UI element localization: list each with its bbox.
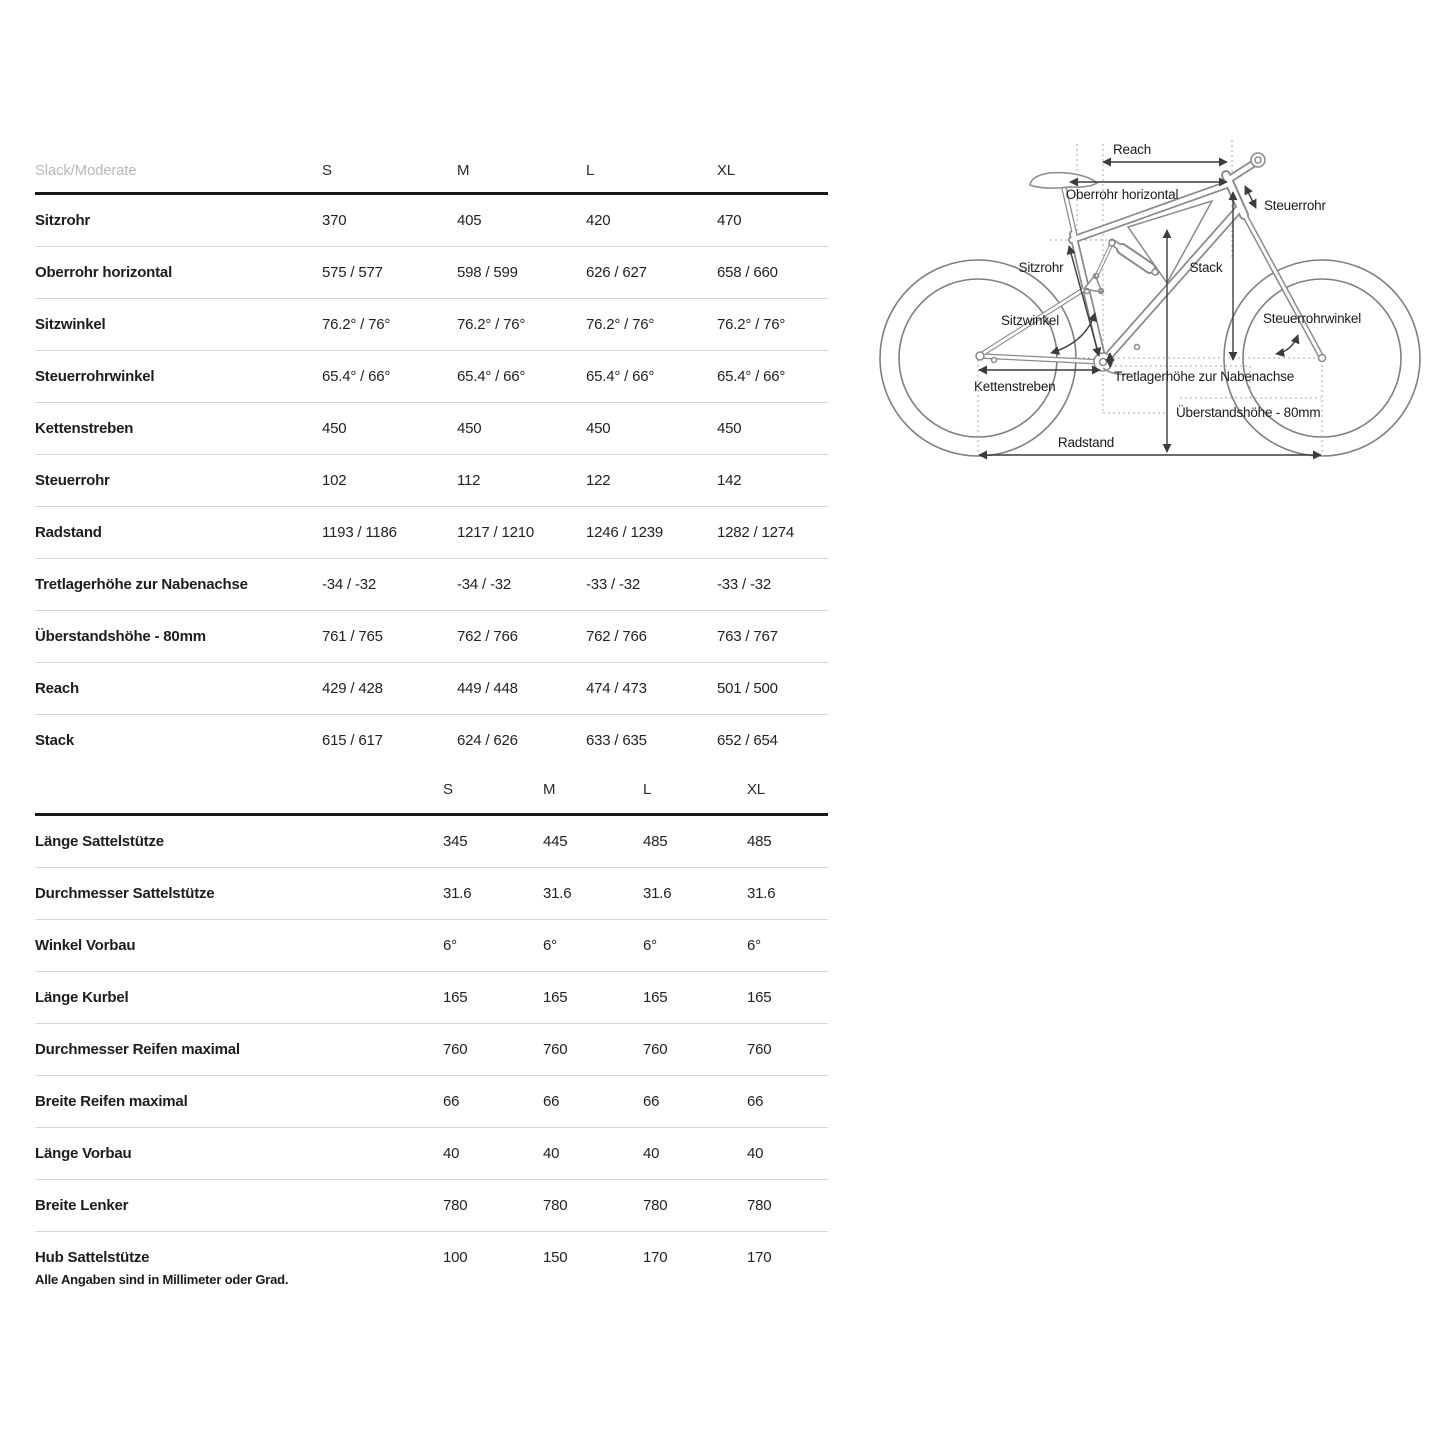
value-m: 762 / 766 xyxy=(457,628,518,645)
value-m: 445 xyxy=(543,833,568,850)
value-s: 370 xyxy=(322,212,347,229)
value-l: 40 xyxy=(643,1145,660,1162)
value-l: 165 xyxy=(643,989,668,1006)
value-s: 450 xyxy=(322,420,347,437)
table-row xyxy=(35,247,828,299)
value-m: 598 / 599 xyxy=(457,264,518,281)
value-s: 575 / 577 xyxy=(322,264,383,281)
value-s: 100 xyxy=(443,1249,468,1266)
value-m: 780 xyxy=(543,1197,568,1214)
value-s: 165 xyxy=(443,989,468,1006)
value-m: 40 xyxy=(543,1145,560,1162)
value-l: 474 / 473 xyxy=(586,680,647,697)
value-xl: 658 / 660 xyxy=(717,264,778,281)
table1-col-l: L xyxy=(586,161,595,179)
bike-geometry-diagram xyxy=(860,130,1440,475)
table-row xyxy=(35,920,828,972)
value-m: 449 / 448 xyxy=(457,680,518,697)
units-footnote: Alle Angaben sind in Millimeter oder Grad. xyxy=(35,1272,289,1287)
table-row xyxy=(35,1128,828,1180)
row-label: Durchmesser Reifen maximal xyxy=(35,1041,240,1058)
row-label: Sitzwinkel xyxy=(35,316,106,333)
row-label: Durchmesser Sattelstütze xyxy=(35,885,215,902)
table1-col-s: S xyxy=(322,161,332,179)
diagram-label-ueberstand: Überstandshöhe - 80mm xyxy=(1176,405,1321,420)
row-label: Oberrohr horizontal xyxy=(35,264,173,281)
handlebar-grip xyxy=(1251,153,1265,167)
value-xl: 142 xyxy=(717,472,742,489)
value-xl: -33 / -32 xyxy=(717,576,772,593)
value-m: 450 xyxy=(457,420,482,437)
table2-col-xl: XL xyxy=(747,781,765,798)
row-label: Reach xyxy=(35,680,80,697)
value-m: 760 xyxy=(543,1041,568,1058)
value-xl: 6° xyxy=(747,937,761,954)
row-label: Steuerrohr xyxy=(35,472,110,489)
diagram-label-reach: Reach xyxy=(1112,142,1152,157)
value-l: 170 xyxy=(643,1249,668,1266)
table-row xyxy=(35,663,828,715)
value-xl: 65.4° / 66° xyxy=(717,368,786,385)
value-l: 760 xyxy=(643,1041,668,1058)
value-s: 31.6 xyxy=(443,885,472,902)
value-s: 345 xyxy=(443,833,468,850)
diagram-label-sitzwinkel: Sitzwinkel xyxy=(1000,313,1060,328)
row-label: Länge Vorbau xyxy=(35,1145,132,1162)
value-xl: 485 xyxy=(747,833,772,850)
table2-col-s: S xyxy=(443,781,453,798)
value-l: 626 / 627 xyxy=(586,264,647,281)
value-s: -34 / -32 xyxy=(322,576,377,593)
table-row xyxy=(35,351,828,403)
table1-title: Slack/Moderate xyxy=(35,161,137,179)
table-row xyxy=(35,611,828,663)
table-row xyxy=(35,507,828,559)
value-s: 66 xyxy=(443,1093,460,1110)
value-l: 420 xyxy=(586,212,611,229)
value-xl: 40 xyxy=(747,1145,764,1162)
value-xl: 652 / 654 xyxy=(717,732,778,749)
diagram-label-steuerrohrwinkel: Steuerrohrwinkel xyxy=(1262,311,1362,326)
value-s: 76.2° / 76° xyxy=(322,316,391,333)
table-row xyxy=(35,195,828,247)
geometry-tables xyxy=(35,148,828,1283)
table1-col-xl: XL xyxy=(717,161,735,179)
table-row xyxy=(35,403,828,455)
value-s: 102 xyxy=(322,472,347,489)
value-m: 624 / 626 xyxy=(457,732,518,749)
value-l: 31.6 xyxy=(643,885,672,902)
row-label: Radstand xyxy=(35,524,102,541)
value-s: 761 / 765 xyxy=(322,628,383,645)
table-row xyxy=(35,299,828,351)
table1-col-m: M xyxy=(457,161,470,179)
table2-header xyxy=(35,766,828,816)
value-xl: 763 / 767 xyxy=(717,628,778,645)
value-l: -33 / -32 xyxy=(586,576,641,593)
saddle xyxy=(1030,173,1097,188)
value-xl: 66 xyxy=(747,1093,764,1110)
value-l: 485 xyxy=(643,833,668,850)
table-row xyxy=(35,1076,828,1128)
value-s: 6° xyxy=(443,937,457,954)
table-row xyxy=(35,559,828,611)
value-l: 633 / 635 xyxy=(586,732,647,749)
value-l: 450 xyxy=(586,420,611,437)
table-row xyxy=(35,455,828,507)
value-l: 762 / 766 xyxy=(586,628,647,645)
value-m: 150 xyxy=(543,1249,568,1266)
value-m: 1217 / 1210 xyxy=(457,524,535,541)
value-m: 405 xyxy=(457,212,482,229)
value-l: 66 xyxy=(643,1093,660,1110)
table-row xyxy=(35,1024,828,1076)
value-s: 760 xyxy=(443,1041,468,1058)
rear-dropout xyxy=(976,352,984,360)
value-xl: 501 / 500 xyxy=(717,680,778,697)
value-s: 65.4° / 66° xyxy=(322,368,391,385)
value-xl: 450 xyxy=(717,420,742,437)
value-xl: 165 xyxy=(747,989,772,1006)
diagram-label-radstand: Radstand xyxy=(1057,435,1115,450)
value-s: 429 / 428 xyxy=(322,680,383,697)
table-row xyxy=(35,715,828,766)
diagram-label-steuerrohr: Steuerrohr xyxy=(1264,198,1326,213)
value-xl: 780 xyxy=(747,1197,772,1214)
row-label: Länge Sattelstütze xyxy=(35,833,164,850)
value-m: 6° xyxy=(543,937,557,954)
row-label: Hub Sattelstütze xyxy=(35,1249,150,1266)
table-row xyxy=(35,868,828,920)
table-row xyxy=(35,972,828,1024)
row-label: Länge Kurbel xyxy=(35,989,129,1006)
row-label: Sitzrohr xyxy=(35,212,91,229)
value-s: 780 xyxy=(443,1197,468,1214)
value-xl: 31.6 xyxy=(747,885,776,902)
row-label: Steuerrohrwinkel xyxy=(35,368,155,385)
diagram-label-sitzrohr: Sitzrohr xyxy=(1018,260,1064,275)
value-m: 66 xyxy=(543,1093,560,1110)
value-xl: 1282 / 1274 xyxy=(717,524,795,541)
value-l: 6° xyxy=(643,937,657,954)
value-l: 122 xyxy=(586,472,611,489)
value-l: 780 xyxy=(643,1197,668,1214)
value-m: 112 xyxy=(457,472,481,489)
value-s: 40 xyxy=(443,1145,460,1162)
steuerrohrwinkel-arc xyxy=(1276,335,1298,354)
table2-col-m: M xyxy=(543,781,556,798)
value-m: -34 / -32 xyxy=(457,576,512,593)
row-label: Kettenstreben xyxy=(35,420,134,437)
row-label: Überstandshöhe - 80mm xyxy=(35,628,206,645)
value-xl: 760 xyxy=(747,1041,772,1058)
diagram-label-stack: Stack xyxy=(1189,260,1223,275)
value-s: 615 / 617 xyxy=(322,732,383,749)
value-l: 1246 / 1239 xyxy=(586,524,664,541)
value-xl: 170 xyxy=(747,1249,772,1266)
value-s: 1193 / 1186 xyxy=(322,524,397,541)
row-label: Winkel Vorbau xyxy=(35,937,136,954)
table2-col-l: L xyxy=(643,781,652,798)
steuerrohr-arrow xyxy=(1245,186,1256,208)
table1-header xyxy=(35,148,828,195)
row-label: Tretlagerhöhe zur Nabenachse xyxy=(35,576,248,593)
shock-pivot xyxy=(1109,240,1115,246)
value-m: 165 xyxy=(543,989,568,1006)
value-l: 65.4° / 66° xyxy=(586,368,655,385)
row-label: Stack xyxy=(35,732,75,749)
front-dropout xyxy=(1319,355,1326,362)
row-label: Breite Reifen maximal xyxy=(35,1093,188,1110)
diagram-label-kettenstreben: Kettenstreben xyxy=(974,379,1056,394)
value-m: 31.6 xyxy=(543,885,572,902)
value-xl: 470 xyxy=(717,212,742,229)
value-xl: 76.2° / 76° xyxy=(717,316,786,333)
diagram-label-oberrohr: Oberrohr horizontal xyxy=(1065,187,1179,202)
value-l: 76.2° / 76° xyxy=(586,316,655,333)
diagram-label-tretlager: Tretlagerhöhe zur Nabenachse xyxy=(1114,369,1295,384)
value-m: 65.4° / 66° xyxy=(457,368,526,385)
table-row xyxy=(35,816,828,868)
table-row xyxy=(35,1180,828,1232)
value-m: 76.2° / 76° xyxy=(457,316,526,333)
row-label: Breite Lenker xyxy=(35,1197,129,1214)
